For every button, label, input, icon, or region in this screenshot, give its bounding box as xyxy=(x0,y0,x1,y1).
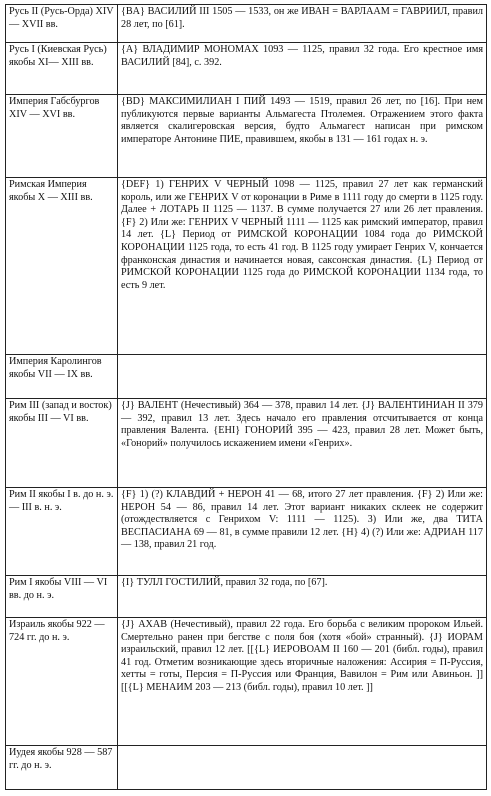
table-row xyxy=(6,5,487,43)
ruler-description-cell xyxy=(118,355,487,399)
ruler-description-cell: {BA} ВАСИЛИЙ III 1505 — 1533, он же ИВАН = ВАРЛААМ = ГАВРИИЛ, правил 28 лет, по [61]. xyxy=(118,5,487,43)
table-row xyxy=(6,576,487,618)
ruler-description-cell: {BD} МАКСИМИЛИАН I ПИЙ 1493 — 1519, правил 26 лет, по [16]. При нем публикуются первые варианты Альмагеста Птолемея. Отражением этого факта является скалигеровская версия, будто Альмагест написан при римском императоре Антонине ПИЕ, правившем, якобы в 131 — 161 годах н. э. xyxy=(118,95,487,178)
ruler-description-cell xyxy=(118,746,487,790)
rulers-comparison-table xyxy=(5,4,487,790)
table-row xyxy=(6,618,487,746)
table-row xyxy=(6,488,487,576)
period-name-cell: Русь II (Русь-Орда) XIV — XVII вв. xyxy=(6,5,118,43)
table-row xyxy=(6,95,487,178)
table-row xyxy=(6,178,487,355)
ruler-description-cell: {I} ТУЛЛ ГОСТИЛИЙ, правил 32 года, по [67]. xyxy=(118,576,487,618)
period-name-cell: Империя Каролингов якобы VII — IX вв. xyxy=(6,355,118,399)
table-row xyxy=(6,355,487,399)
period-name-cell: Империя Габсбургов XIV — XVI вв. xyxy=(6,95,118,178)
period-name-cell: Римская Империя якобы X — XIII вв. xyxy=(6,178,118,355)
period-name-cell: Русь I (Киевская Русь) якобы XI— XIII вв. xyxy=(6,43,118,95)
ruler-description-cell: {J} АХАВ (Нечестивый), правил 22 года. Его борьба с великим пророком Ильей. Смертельно ранен при бегстве с поля боя (хотя «бой» странный). {J} ИОРАМ израильский, правил 12 лет. [[{L} ИЕРОВОАМ II 160 — 201 (библ. годы), правил 41 год. Отметим возникающие здесь вторичные наложения: Ассирия = П-Руссия, хетты = готы, Персия = П-Руссия или Франция, Вавилон = Рим или Авиньон. ]] [[{L} МЕНАИМ 203 — 213 (библ. годы), правил 10 лет. ]] xyxy=(118,618,487,746)
period-name-cell: Рим II якобы I в. до н. э. — III в. н. э. xyxy=(6,488,118,576)
table-row xyxy=(6,399,487,488)
ruler-description-cell: {J} ВАЛЕНТ (Нечестивый) 364 — 378, правил 14 лет. {J} ВАЛЕНТИНИАН II 379 — 392, правил 13 лет. Здесь начало его правления отсчитывается от конца правления Валента. {EHI} ГОНОРИЙ 395 — 423, правил 28 лет. Может быть, «Гонорий» получилось искажением имени «Генрих». xyxy=(118,399,487,488)
ruler-description-cell: {DEF} 1) ГЕНРИХ V ЧЕРНЫЙ 1098 — 1125, правил 27 лет как германский король, или же ГЕНРИХ V от коронации в Риме в 1111 году до смерти в 1125 году. Далее + ЛОТАРЬ II 1125 — 1137. В сумме получается 27 или 26 лет правления. {F} 2) Или же: ГЕНРИХ V ЧЕРНЫЙ 1111 — 1125 как римский император, правил 14 лет. {L} Период от РИМСКОЙ КОРОНАЦИИ 1084 года до РИМСКОЙ КОРОНАЦИИ 1125 года, то есть 41 год. В 1125 году умирает Генрих V, кончается франконская династия и начинается новая, саксонская династия. {L} Период от РИМСКОЙ КОРОНАЦИИ 1125 года до РИМСКОЙ КОРОНАЦИИ 1134 года, то есть 9 лет. xyxy=(118,178,487,355)
period-name-cell: Иудея якобы 928 — 587 гг. до н. э. xyxy=(6,746,118,790)
ruler-description-cell: {F} 1) (?) КЛАВДИЙ + НЕРОН 41 — 68, итого 27 лет правления. {F} 2) Или же: НЕРОН 54 — 86, правил 14 лет. Этот вариант никаких склеек не содержит (отождествляется с Генрихом V: 1111 — 1125). 3) Или же, два ТИТА ВЕСПАСИАНА 69 — 81, в сумме правили 12 лет. {H} 4) (?) Или же: АДРИАН 117 — 138, правил 21 год. xyxy=(118,488,487,576)
table-row xyxy=(6,43,487,95)
period-name-cell: Израиль якобы 922 — 724 гг. до н. э. xyxy=(6,618,118,746)
table-row xyxy=(6,746,487,790)
ruler-description-cell: {A} ВЛАДИМИР МОНОМАХ 1093 — 1125, правил 32 года. Его крестное имя ВАСИЛИЙ [84], с. 392. xyxy=(118,43,487,95)
period-name-cell: Рим III (запад и восток) якобы III — VI вв. xyxy=(6,399,118,488)
period-name-cell: Рим I якобы VIII — VI вв. до н. э. xyxy=(6,576,118,618)
